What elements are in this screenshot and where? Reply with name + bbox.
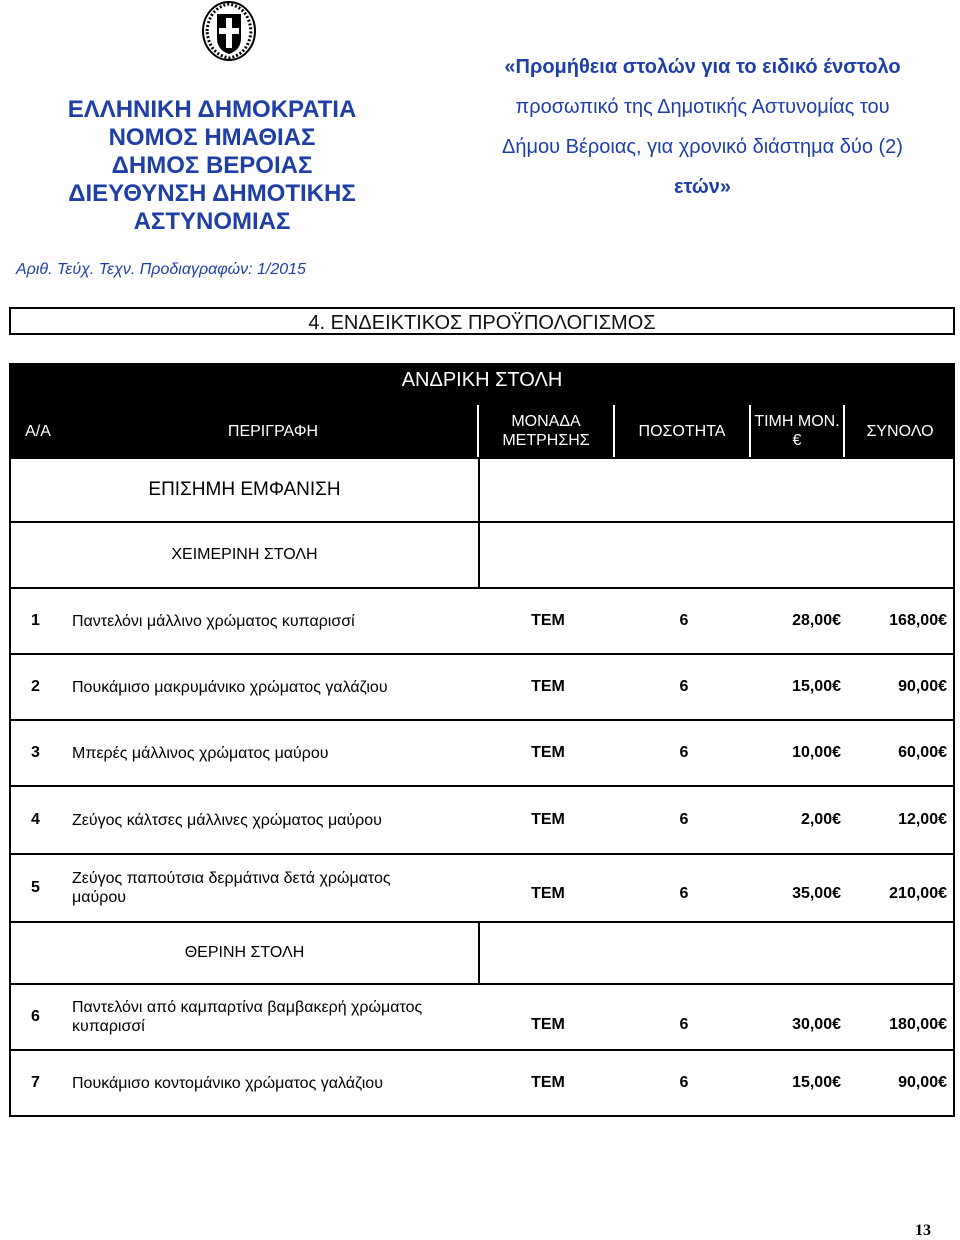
row-unit: ΤΕΜ bbox=[531, 1074, 565, 1091]
row-total: 168,00€ bbox=[889, 612, 947, 629]
row-description: Πουκάμισο μακρυμάνικο χρώματος γαλάζιου bbox=[72, 678, 388, 696]
col-quantity: ΠΟΣΟΤΗΤΑ bbox=[638, 422, 726, 440]
winter-title: ΧΕΙΜΕΡΙΝΗ ΣΤΟΛΗ bbox=[171, 546, 318, 563]
row-unit-price: 35,00€ bbox=[792, 885, 841, 902]
row-description: Πουκάμισο κοντομάνικο χρώματος γαλάζιου bbox=[72, 1074, 383, 1092]
row-description: Παντελόνι από καμπαρτίνα βαμβακερή χρώματος κυπαρισσί bbox=[72, 999, 423, 1035]
row-quantity: 6 bbox=[679, 1016, 689, 1033]
org-line-2: ΝΟΜΟΣ ΗΜΑΘΙΑΣ bbox=[108, 124, 316, 151]
row-unit: ΤΕΜ bbox=[531, 1016, 565, 1033]
table-row bbox=[11, 655, 953, 721]
row-unit-price: 15,00€ bbox=[792, 678, 841, 695]
row-aa: 5 bbox=[31, 879, 40, 896]
row-quantity: 6 bbox=[679, 885, 689, 902]
row-quantity: 6 bbox=[679, 612, 689, 629]
row-description: Ζεύγος παπούτσια δερμάτινα δετά χρώματος μαύρου bbox=[72, 870, 391, 906]
org-line-4: ΔΙΕΥΘΥΝΣΗ ΔΗΜΟΤΙΚΗΣ bbox=[68, 180, 356, 207]
row-aa: 1 bbox=[31, 612, 40, 629]
winter-title-row bbox=[11, 523, 953, 589]
org-line-3: ΔΗΜΟΣ ΒΕΡΟΙΑΣ bbox=[111, 152, 313, 179]
row-total: 180,00€ bbox=[889, 1016, 947, 1033]
row-unit-price: 28,00€ bbox=[792, 612, 841, 629]
table-column-header bbox=[9, 405, 955, 457]
row-unit-price: 10,00€ bbox=[792, 744, 841, 761]
row-description: Παντελόνι μάλλινο χρώματος κυπαρισσί bbox=[72, 612, 355, 630]
row-unit: ΤΕΜ bbox=[531, 612, 565, 629]
table-row bbox=[11, 985, 953, 1051]
row-quantity: 6 bbox=[679, 744, 689, 761]
row-aa: 3 bbox=[31, 744, 40, 761]
col-total: ΣΥΝΟΛΟ bbox=[866, 422, 934, 440]
summer-title: ΘΕΡΙΝΗ ΣΤΟΛΗ bbox=[184, 944, 305, 961]
row-aa: 6 bbox=[31, 1008, 40, 1025]
greek-coat-of-arms-icon bbox=[201, 0, 257, 62]
row-unit-price: 2,00€ bbox=[800, 811, 841, 828]
row-description: Μπερές μάλλινος χρώματος μαύρου bbox=[72, 744, 329, 762]
budget-table bbox=[9, 457, 955, 1117]
row-quantity: 6 bbox=[679, 811, 689, 828]
subject-line-1: «Προμήθεια στολών για το ειδικό ένστολο bbox=[504, 56, 901, 78]
row-unit: ΤΕΜ bbox=[531, 885, 565, 902]
row-total: 90,00€ bbox=[898, 1074, 947, 1091]
row-unit-price: 30,00€ bbox=[792, 1016, 841, 1033]
col-unit-price: ΤΙΜΗ ΜΟΝ. € bbox=[754, 413, 840, 449]
spec-reference: Αριθ. Τεύχ. Τεχν. Προδιαγραφών: 1/2015 bbox=[16, 261, 306, 278]
row-quantity: 6 bbox=[679, 678, 689, 695]
row-total: 90,00€ bbox=[898, 678, 947, 695]
row-total: 210,00€ bbox=[889, 885, 947, 902]
row-aa: 7 bbox=[31, 1074, 40, 1091]
subject-line-3: Δήμου Βέροιας, για χρονικό διάστημα δύο (2) bbox=[502, 136, 903, 158]
table-row bbox=[11, 589, 953, 655]
row-total: 60,00€ bbox=[898, 744, 947, 761]
row-unit: ΤΕΜ bbox=[531, 744, 565, 761]
col-aa: Α/Α bbox=[25, 422, 51, 440]
category-label: ΕΠΙΣΗΜΗ ΕΜΦΑΝΙΣΗ bbox=[148, 479, 341, 500]
row-aa: 2 bbox=[31, 678, 40, 695]
subject-line-4: ετών» bbox=[673, 176, 731, 198]
org-line-1: ΕΛΛΗΝΙΚΗ ΔΗΜΟΚΡΑΤΙΑ bbox=[67, 96, 357, 123]
table-group-header bbox=[9, 363, 955, 405]
subject-block bbox=[460, 47, 945, 207]
category-row bbox=[11, 459, 953, 523]
row-quantity: 6 bbox=[679, 1074, 689, 1091]
page-number: 13 bbox=[915, 1222, 931, 1239]
subject-line-2: προσωπικό της Δημοτικής Αστυνομίας του bbox=[515, 96, 890, 118]
row-unit: ΤΕΜ bbox=[531, 811, 565, 828]
table-row bbox=[11, 721, 953, 787]
row-description: Ζεύγος κάλτσες μάλλινες χρώματος μαύρου bbox=[72, 811, 382, 829]
col-description: ΠΕΡΙΓΡΑΦΗ bbox=[227, 422, 319, 440]
org-line-5: ΑΣΤΥΝΟΜΙΑΣ bbox=[133, 208, 291, 235]
row-total: 12,00€ bbox=[898, 811, 947, 828]
table-row bbox=[11, 1051, 953, 1115]
row-aa: 4 bbox=[31, 811, 40, 828]
section-title: 4. ΕΝΔΕΙΚΤΙΚΟΣ ΠΡΟΫΠΟΛΟΓΙΣΜΟΣ bbox=[9, 307, 955, 335]
col-unit: ΜΟΝΑΔΑ ΜΕΤΡΗΣΗΣ bbox=[502, 413, 590, 449]
table-row bbox=[11, 787, 953, 855]
row-unit: ΤΕΜ bbox=[531, 678, 565, 695]
row-unit-price: 15,00€ bbox=[792, 1074, 841, 1091]
summer-title-row bbox=[11, 923, 953, 985]
table-row bbox=[11, 855, 953, 923]
organization-block bbox=[22, 96, 402, 236]
group-title: ΑΝΔΡΙΚΗ ΣΤΟΛΗ bbox=[401, 369, 563, 391]
